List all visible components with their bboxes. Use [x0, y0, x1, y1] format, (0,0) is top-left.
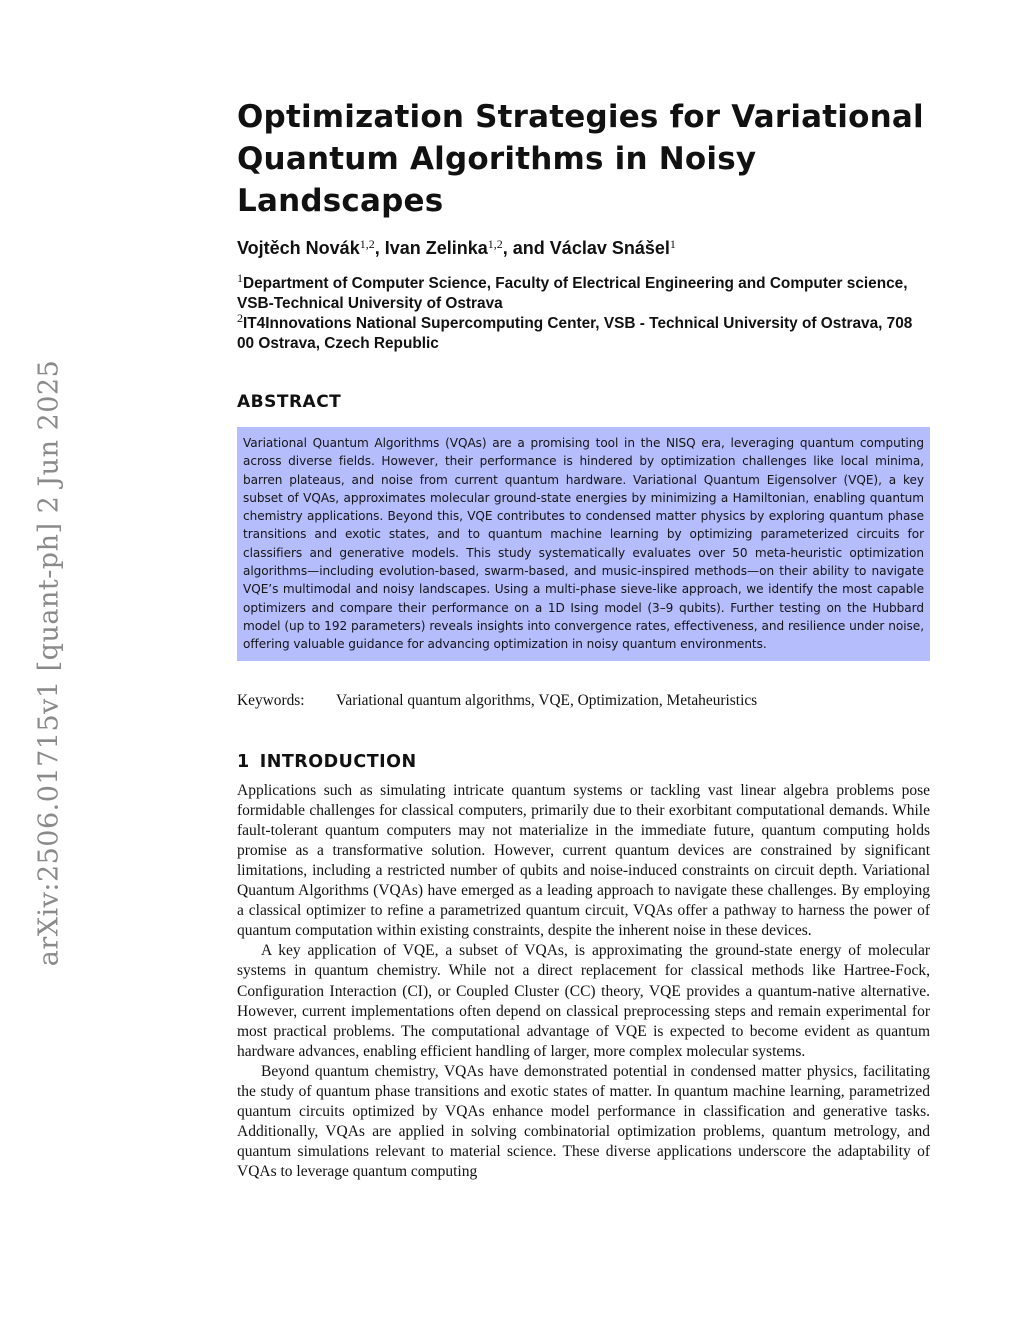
section-title: INTRODUCTION — [259, 751, 417, 772]
keywords-line — [237, 692, 930, 710]
affiliation-text: Department of Computer Science, Faculty of Electrical Engineering and Computer science, VSB-Technical University of Ostrava — [237, 275, 908, 312]
title-line-1: Optimization Strategies for Variational — [237, 99, 924, 135]
section-heading-introduction — [237, 752, 930, 772]
introduction-body — [237, 781, 930, 1183]
paper-title — [237, 96, 930, 222]
affiliation — [237, 271, 930, 314]
author-affiliation-mark: 1 — [669, 237, 676, 251]
affiliation-text: IT4Innovations National Supercomputing Center, VSB - Technical University of Ostrava, 708 00 Ostrava, Czech Republic — [237, 315, 913, 352]
author-affiliation-mark: 1,2 — [487, 237, 503, 251]
author-name: Václav Snášel — [549, 238, 670, 258]
body-paragraph: Applications such as simulating intricate quantum systems or tackling vast linear algebra problems pose formidable challenges for classical computers, primarily due to their exorbitant computational demands. While fault-tolerant quantum computers may not materialize in the immediate future, quantum computing holds promise as a transformative solution. However, current quantum devices are constrained by significant limitations, including a restricted number of qubits and noise-induced constraints on circuit depth. Variational Quantum Algorithms (VQAs) have emerged as a leading approach to navigate these challenges. By employing a classical optimizer to refine a parametrized quantum circuit, VQAs offer a pathway to harness the power of quantum computation within existing constraints, despite the inherent noise in these devices. — [237, 781, 930, 940]
author-list — [237, 236, 930, 260]
affiliation — [237, 311, 930, 354]
author-separator: , — [374, 238, 385, 258]
author-affiliation-mark: 1,2 — [359, 237, 375, 251]
section-number: 1 — [237, 751, 250, 772]
title-line-2: Quantum Algorithms in Noisy Landscapes — [237, 141, 757, 219]
paper-content — [237, 96, 930, 1182]
author-name: Ivan Zelinka — [384, 238, 488, 258]
affiliation-mark: 2 — [237, 311, 243, 325]
keywords-label: Keywords: — [237, 691, 305, 709]
abstract-heading: ABSTRACT — [237, 392, 342, 412]
keywords-list: Variational quantum algorithms, VQE, Optimization, Metaheuristics — [336, 691, 758, 709]
affiliation-mark: 1 — [237, 271, 243, 285]
arxiv-identifier-stamp: arXiv:2506.01715v1 [quant-ph] 2 Jun 2025 — [33, 359, 65, 967]
author-separator: , and — [502, 238, 550, 258]
abstract-text: Variational Quantum Algorithms (VQAs) are a promising tool in the NISQ era, leveraging quantum computing across diverse fields. However, their performance is hindered by optimization challenges like local minima, barren plateaus, and noise from current quantum hardware. Variational Quantum Eigensolver (VQE), a key subset of VQAs, approximates molecular ground-state energies by minimizing a Hamiltonian, enabling quantum chemistry applications. Beyond this, VQE contributes to condensed matter physics by exploring quantum phase transitions and exotic states, and to quantum machine learning by optimizing parameterized circuits for classifiers and generative models. This study systematically evaluates over 50 meta-heuristic optimization algorithms—including evolution-based, swarm-based, and music-inspired methods—on their ability to navigate VQE’s multimodal and noisy landscapes. Using a multi-phase sieve-like approach, we identify the most capable optimizers and compare their performance on a 1D Ising model (3–9 qubits). Further testing on the Hubbard model (up to 192 parameters) reveals insights into convergence rates, effectiveness, and resilience under noise, offering valuable guidance for advancing optimization in noisy quantum environments. — [237, 427, 930, 661]
body-paragraph: Beyond quantum chemistry, VQAs have demonstrated potential in condensed matter physics, facilitating the study of quantum phase transitions and exotic states of matter. In quantum machine learning, parametrized quantum circuits optimized by VQAs enhance model performance in classification and generative tasks. Additionally, VQAs are applied in solving combinatorial optimization problems, quantum metrology, and quantum simulations relevant to material science. These diverse applications underscore the adaptability of VQAs to leverage quantum computing — [237, 1062, 930, 1181]
body-paragraph: A key application of VQE, a subset of VQAs, is approximating the ground-state energy of molecular systems in quantum chemistry. While not a direct replacement for classical methods like Hartree-Fock, Configuration Interaction (CI), or Coupled Cluster (CC) theory, VQE provides a quantum-native alternative. However, current implementations often depend on classical preprocessing steps and remain experimental for most practical problems. The computational advantage of VQE is expected to become evident as quantum hardware advances, enabling efficient handling of larger, more complex molecular systems. — [237, 942, 930, 1060]
author-name: Vojtěch Novák — [237, 238, 360, 258]
affiliation-list — [237, 271, 930, 354]
